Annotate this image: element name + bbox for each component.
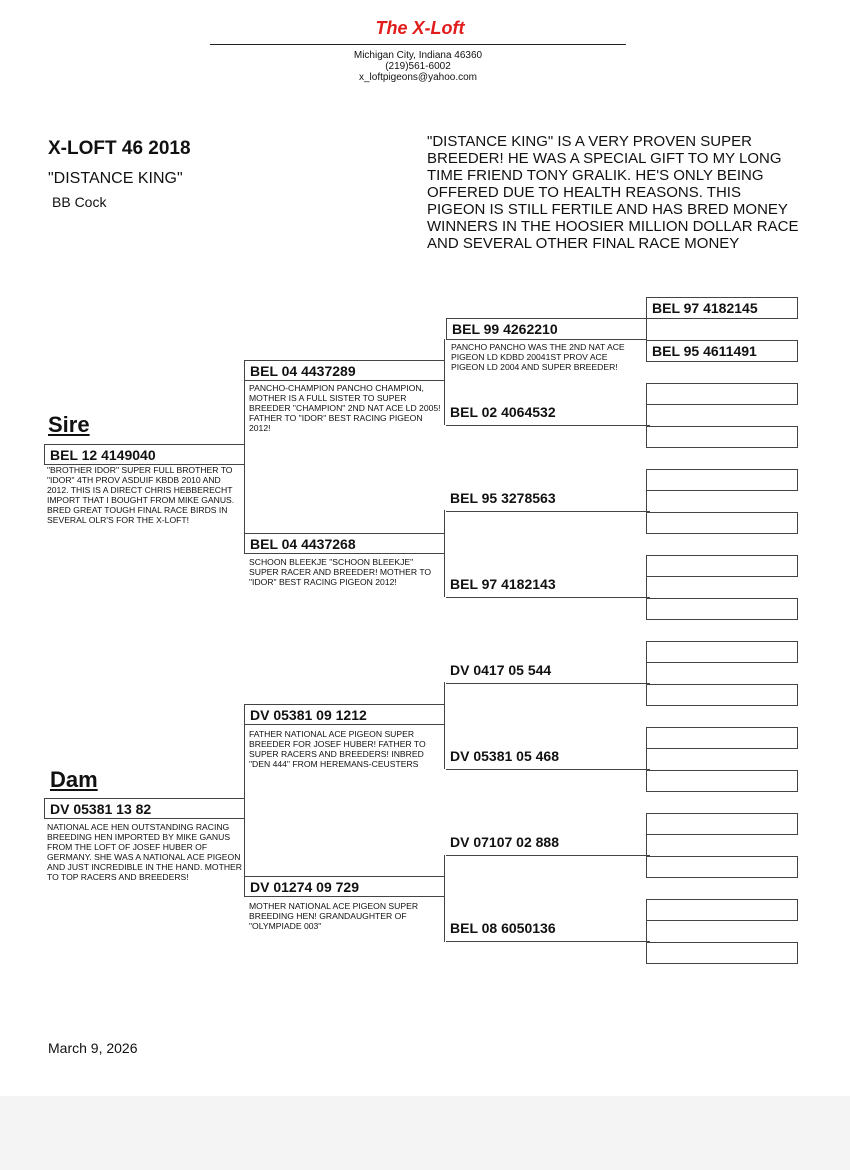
gen4-ring	[646, 899, 798, 921]
grandparent-note: PANCHO-CHAMPION PANCHO CHAMPION, MOTHER IS A FULL SISTER TO SUPER BREEDER "CHAMPION" 2ND NAT ACE LD 2005! FATHER TO "IDOR" BEST RACING PIGEON 2012!	[249, 383, 441, 433]
grandparent-note: FATHER NATIONAL ACE PIGEON SUPER BREEDER FOR JOSEF HUBER! FATHER TO SUPER RACERS AND BREEDERS! INBRED "DEN 444" FROM HEREMANS-CEUSTERS	[249, 729, 426, 769]
loft-address: Michigan City, Indiana 46360	[353, 50, 483, 61]
gen4-ring: BEL 97 4182145	[646, 297, 798, 319]
great-grandparent-ring: DV 0417 05 544	[446, 662, 650, 684]
gen4-ring	[646, 641, 798, 663]
gen4-ring	[646, 727, 798, 749]
great-grandparent-ring: BEL 02 4064532	[446, 404, 650, 426]
dam-label: Dam	[50, 767, 98, 792]
pigeon-name: "DISTANCE KING"	[48, 170, 183, 187]
grandparent-ring: DV 05381 09 1212	[244, 704, 445, 725]
great-grandparent-ring: BEL 97 4182143	[446, 576, 650, 598]
gen4-ring	[646, 469, 798, 491]
page-bottom-margin	[0, 1096, 850, 1170]
grandparent-ring: DV 01274 09 729	[244, 876, 445, 897]
loft-email: x_loftpigeons@yahoo.com	[359, 72, 477, 83]
loft-phone: (219)561-6002	[385, 61, 451, 72]
pigeon-description: "DISTANCE KING" IS A VERY PROVEN SUPER BREEDER! HE WAS A SPECIAL GIFT TO MY LONG TIME FRIEND TONY GRALIK. HE'S ONLY BEING OFFERED DUE TO HEALTH REASONS. THIS PIGEON IS STILL FERTILE AND HAS BRED MONEY WINNERS IN THE HOOSIER MILLION DOLLAR RACE AND SEVERAL OTHER FINAL RACE MONEY	[427, 133, 799, 252]
grandparent-note: SCHOON BLEEKJE "SCHOON BLEEKJE" SUPER RACER AND BREEDER! MOTHER TO "IDOR" BEST RACING PIGEON 2012!	[249, 557, 432, 587]
gen4-ring	[646, 770, 798, 792]
print-date: March 9, 2026	[48, 1040, 138, 1056]
gen4-ring	[646, 856, 798, 878]
connector	[444, 855, 445, 942]
gen4-ring	[646, 555, 798, 577]
sire-note: "BROTHER IDOR" SUPER FULL BROTHER TO "IDOR" 4TH PROV ASDUIF KBDB 2010 AND 2012. THIS IS A DIRECT CHRIS HEBBERECHT IMPORT THAT I BOUGHT FROM MIKE GANUS. BRED GREAT TOUGH FINAL RACE BIRDS IN SEVERAL OLR'S FOR THE X-LOFT!	[47, 465, 235, 525]
great-grandparent-note: PANCHO PANCHO WAS THE 2ND NAT ACE PIGEON LD KDBD 20041ST PROV ACE PIGEON LD 2004 AND SUPER BREEDER!	[451, 342, 625, 372]
gen4-ring	[646, 426, 798, 448]
great-grandparent-ring: DV 07107 02 888	[446, 834, 650, 856]
dam-note: NATIONAL ACE HEN OUTSTANDING RACING BREEDING HEN IMPORTED BY MIKE GANUS FROM THE LOFT OF JOSEF HUBER OF GERMANY. SHE WAS A NATIONAL ACE PIGEON AND JUST INCREDIBLE IN THE HAND. MOTHER TO TOP RACERS AND BREEDERS!	[47, 822, 242, 882]
dam-ring: DV 05381 13 82	[44, 798, 245, 819]
grandparent-ring: BEL 04 4437268	[244, 533, 445, 554]
gen4-ring	[646, 684, 798, 706]
gen4-ring	[646, 383, 798, 405]
pigeon-id: X-LOFT 46 2018	[48, 138, 191, 159]
loft-name: The X-Loft	[375, 18, 465, 38]
gen4-ring	[646, 598, 798, 620]
great-grandparent-ring: BEL 99 4262210	[446, 318, 647, 340]
great-grandparent-ring: DV 05381 05 468	[446, 748, 650, 770]
gen4-ring	[646, 942, 798, 964]
gen4-ring	[646, 813, 798, 835]
gen4-ring	[646, 512, 798, 534]
connector	[444, 339, 445, 425]
sire-ring: BEL 12 4149040	[44, 444, 245, 465]
header-divider	[210, 44, 626, 45]
gen4-ring: BEL 95 4611491	[646, 340, 798, 362]
grandparent-note: MOTHER NATIONAL ACE PIGEON SUPER BREEDING HEN! GRANDAUGHTER OF "OLYMPIADE 003"	[249, 901, 419, 931]
connector	[444, 682, 445, 769]
sire-label: Sire	[48, 412, 90, 437]
great-grandparent-ring: BEL 95 3278563	[446, 490, 650, 512]
great-grandparent-ring: BEL 08 6050136	[446, 920, 650, 942]
grandparent-ring: BEL 04 4437289	[244, 360, 445, 381]
pigeon-sex: BB Cock	[52, 194, 107, 210]
